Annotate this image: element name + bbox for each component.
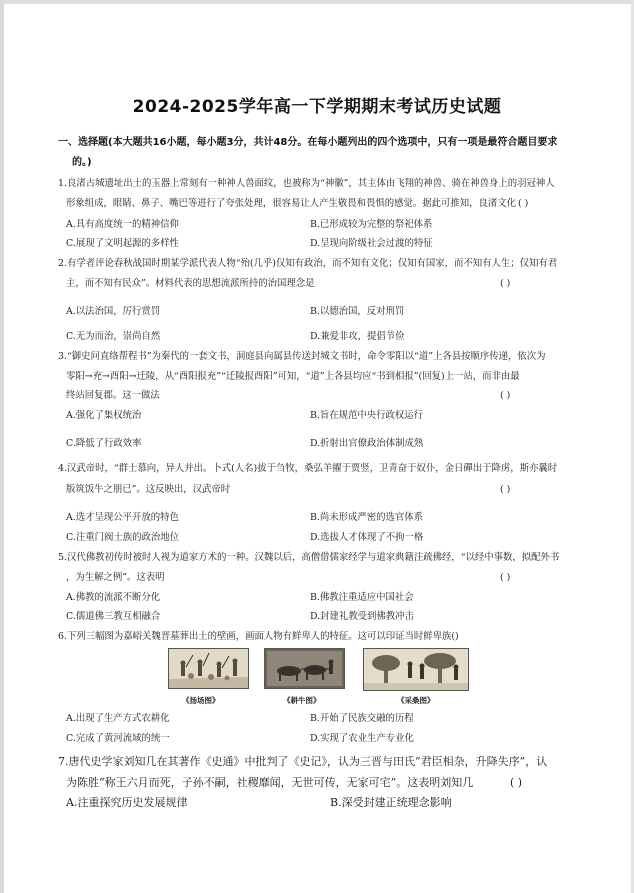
mural-image-gengniu: [264, 648, 345, 689]
option-1d[interactable]: D.呈现向阶级社会过渡的特征: [310, 238, 433, 249]
option-5b[interactable]: B.佛教注重适应中国社会: [310, 592, 414, 603]
caption-caisang: 《采桑图》: [397, 696, 435, 705]
option-6a[interactable]: A.出现了生产方式农耕化: [66, 713, 170, 724]
section-heading: 一、选择题(本大题共16小题，每小题3分，共计48分。在每小题列出的四个选项中，只有一项是最符合题目要求: [58, 137, 558, 148]
option-2c[interactable]: C.无为而治，崇尚自然: [66, 331, 161, 342]
mural-image-caisang: [363, 648, 469, 691]
caption-gengniu: 《耕牛图》: [283, 696, 321, 705]
option-1a[interactable]: A.具有高度统一的精神信仰: [66, 219, 179, 230]
question-1-line-2: 形象组成，眼睛、鼻子、嘴巴等进行了夸张处理，很容易让人产生敬畏和畏惧的感觉。据此可推知，良渚文化: [66, 198, 517, 209]
answer-blank-5: ( ): [500, 572, 511, 583]
question-3-line-1: 3.“御史问直络帮程书”为秦代的一套文书，洞庭县向属县传送封城文书时，命令零阳以“道”上各县按顺序传递，依次为: [58, 351, 546, 362]
option-1b[interactable]: B.已形成较为完整的祭祀体系: [310, 219, 433, 230]
option-6c[interactable]: C.完成了黄河流域的统一: [66, 733, 170, 744]
question-7-line-1: 7.唐代史学家刘知几在其著作《史通》中批判了《史记》，认为三晋与田氏“君臣相杂，升降失序”，认: [58, 755, 548, 768]
question-3-line-2: 零阳→充→酉阳→迁陵，从“酉阳报充”“迁陵报酉阳”可知，“道”上各县均应“书到相报”(回复)上一站，而非由最: [66, 371, 520, 382]
option-3a[interactable]: A.强化了集权统治: [66, 410, 142, 421]
answer-blank-7: ( ): [510, 776, 523, 789]
answer-blank-2: ( ): [500, 278, 511, 289]
option-1c[interactable]: C.展现了文明起源的多样性: [66, 238, 179, 249]
option-6d[interactable]: D.实现了农业生产专业化: [310, 733, 414, 744]
caption-yangchang: 《扬场图》: [182, 696, 220, 705]
option-7a[interactable]: A.注重探究历史发展规律: [66, 796, 188, 809]
answer-blank-3: ( ): [500, 390, 511, 401]
question-1-line-1: 1.良渚古城遗址出土的玉器上常刻有一种神人兽面纹，也被称为“神徽”，其主体由飞翔的神兽、骑在神兽身上的羽冠神人: [58, 178, 555, 189]
page-left-edge: [0, 0, 4, 893]
question-6-line-1: 6.下列三幅图为嘉峪关魏晋墓葬出土的壁画，画面人物有鲜卑人的特征。这可以印证当时鲜卑族(): [58, 631, 459, 642]
option-2a[interactable]: A.以法治国，厉行赏罚: [66, 306, 161, 317]
option-6b[interactable]: B.开始了民族交融的历程: [310, 713, 414, 724]
option-2b[interactable]: B.以德治国，反对刑罚: [310, 306, 405, 317]
question-5-line-2: ，为生解之例”。这表明: [66, 572, 165, 583]
option-5c[interactable]: C.儒道佛三教互相融合: [66, 611, 161, 622]
question-2-line-2: 主，而不知有民众”。材料代表的思想流派所持的治国理念是: [66, 278, 315, 289]
mural-image-yangchang: [168, 648, 249, 689]
option-4c[interactable]: C.注重门阀士族的政治地位: [66, 532, 179, 543]
question-4-line-1: 4.汉武帝时，“群士慕向，异人并出。卜式(人名)拔于刍牧，桑弘羊擢于贾竖，卫青奋于奴仆，金日磾出于降虏，斯亦曩时: [58, 463, 558, 474]
section-heading-cont: 的。): [72, 157, 92, 168]
option-3d[interactable]: D.折射出官僚政治体制成熟: [310, 438, 424, 449]
exam-title: 2024-2025学年高一下学期期末考试历史试题: [132, 97, 502, 117]
option-7b[interactable]: B.深受封建正统理念影响: [330, 796, 452, 809]
question-7-line-2: 为陈胜“称王六月而死，子孙不嗣，社稷靡闻，无世可传，无家可宅”。这表明刘知几: [66, 776, 474, 789]
answer-blank-4: ( ): [500, 484, 511, 495]
question-4-line-2: 版筑饭牛之朋已”。这反映出，汉武帝时: [66, 484, 231, 495]
option-5d[interactable]: D.封建礼教受到佛教冲击: [310, 611, 414, 622]
option-5a[interactable]: A.佛教的流派不断分化: [66, 592, 161, 603]
page-top-edge: [0, 0, 634, 4]
question-5-line-1: 5.汉代佛教初传时被时人视为道家方术的一种。汉魏以后，高僧借儒家经学与道家典籍注疏佛经，“以经中事数，拟配外书: [58, 552, 560, 563]
option-4b[interactable]: B.尚未形成严密的选官体系: [310, 512, 423, 523]
option-2d[interactable]: D.兼爱非攻，提倡节俭: [310, 331, 405, 342]
option-4d[interactable]: D.选拔人才体现了不拘一格: [310, 532, 424, 543]
option-3b[interactable]: B.旨在规范中央行政权运行: [310, 410, 423, 421]
option-4a[interactable]: A.选才呈现公平开放的特色: [66, 512, 179, 523]
answer-blank-1: ( ): [518, 198, 529, 209]
question-2-line-1: 2.有学者评论春秋战国时期某学派代表人物“殆(几乎)仅知有政治，而不知有文化；仅知有国家，而不知有人生；仅知有君: [58, 258, 558, 269]
option-3c[interactable]: C.降低了行政效率: [66, 438, 142, 449]
question-3-line-3: 终站回复郡。这一做法: [66, 390, 160, 401]
